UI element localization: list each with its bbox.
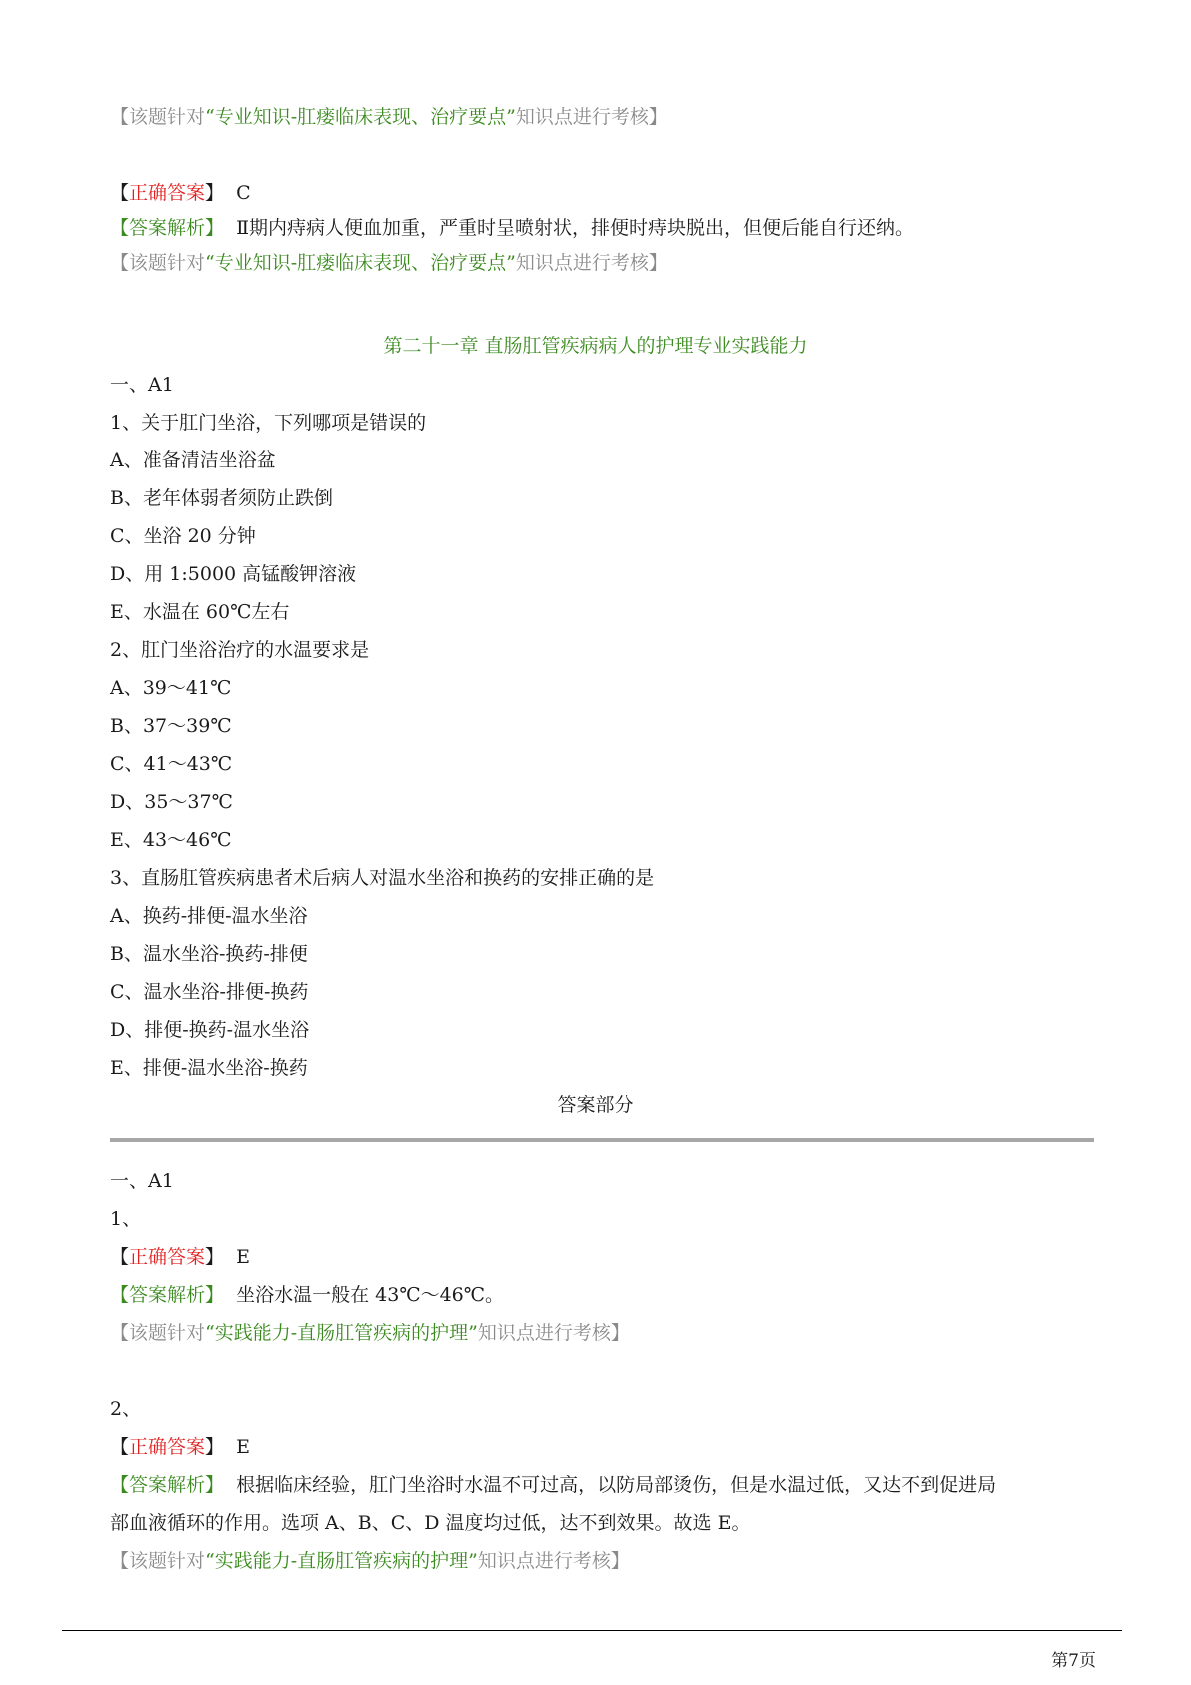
option: C、温水坐浴-排便-换药: [110, 981, 309, 1003]
topic-note: [110, 1320, 630, 1346]
analysis-label: 【答案解析】: [110, 1284, 225, 1306]
option: C、41～43℃: [110, 753, 233, 775]
analysis-label: 【答案解析】: [110, 217, 225, 239]
correct-label: 正确答案: [129, 1246, 206, 1268]
option: B、温水坐浴-换药-排便: [110, 943, 308, 965]
analysis-row: [110, 1282, 504, 1308]
question-stem: 3、直肠肛管疾病患者术后病人对温水坐浴和换药的安排正确的是: [110, 867, 655, 889]
correct-value: E: [236, 1246, 251, 1268]
correct-value: E: [236, 1436, 251, 1458]
analysis-text: 坐浴水温一般在 43℃～46℃。: [236, 1284, 505, 1306]
answer-number: 2、: [110, 1398, 142, 1420]
option: E、43～46℃: [110, 829, 232, 851]
note-topic: “实践能力-直肠肛管疾病的护理”: [205, 1322, 478, 1344]
option: E、排便-温水坐浴-换药: [110, 1057, 308, 1079]
analysis-continuation: 部血液循环的作用。选项 A、B、C、D 温度均过低，达不到效果。故选 E。: [110, 1512, 751, 1534]
note-suffix: 知识点进行考核】: [477, 1322, 630, 1344]
correct-label: 正确答案: [129, 1436, 206, 1458]
divider: [110, 1138, 1094, 1142]
bracket-open: 【: [110, 1436, 130, 1458]
answer-number: 1、: [110, 1208, 142, 1230]
bracket-close: 】: [205, 182, 225, 204]
note-topic: “实践能力-直肠肛管疾病的护理”: [205, 1550, 478, 1572]
option: B、37～39℃: [110, 715, 232, 737]
option: D、35～37℃: [110, 791, 233, 813]
section-heading: 一、A1: [110, 374, 174, 396]
question-stem: 2、肛门坐浴治疗的水温要求是: [110, 639, 370, 661]
option: D、排便-换药-温水坐浴: [110, 1019, 310, 1041]
option: D、用 1:5000 高锰酸钾溶液: [110, 563, 357, 585]
topic-note: [110, 1548, 630, 1574]
correct-answer-row: [110, 180, 251, 206]
analysis-text: Ⅱ期内痔病人便血加重，严重时呈喷射状，排便时痔块脱出，但便后能自行还纳。: [236, 217, 915, 239]
correct-label: 正确答案: [129, 182, 206, 204]
bracket-open: 【: [110, 1246, 130, 1268]
section-heading: 一、A1: [110, 1170, 174, 1192]
topic-note: [110, 250, 668, 276]
chapter-title: 第二十一章 直肠肛管疾病病人的护理专业实践能力: [383, 335, 808, 357]
note-topic: “专业知识-肛瘘临床表现、治疗要点”: [205, 106, 516, 128]
option: B、老年体弱者须防止跌倒: [110, 487, 333, 509]
correct-answer-row: [110, 1434, 250, 1460]
bracket-open: 【: [110, 182, 130, 204]
option: C、坐浴 20 分钟: [110, 525, 256, 547]
note-suffix: 知识点进行考核】: [515, 106, 668, 128]
option: A、换药-排便-温水坐浴: [110, 905, 308, 927]
correct-value: C: [236, 182, 251, 204]
analysis-row: [110, 215, 914, 241]
note-suffix: 知识点进行考核】: [515, 252, 668, 274]
footer-divider: [62, 1630, 1122, 1631]
answers-heading: 答案部分: [557, 1094, 634, 1116]
note-prefix: 【该题针对: [110, 1322, 206, 1344]
analysis-row: [110, 1472, 996, 1498]
bracket-close: 】: [205, 1436, 225, 1458]
note-topic: “专业知识-肛瘘临床表现、治疗要点”: [205, 252, 516, 274]
note-suffix: 知识点进行考核】: [477, 1550, 630, 1572]
question-stem: 1、关于肛门坐浴，下列哪项是错误的: [110, 412, 427, 434]
note-prefix: 【该题针对: [110, 1550, 206, 1572]
correct-answer-row: [110, 1244, 250, 1270]
page-number: 第7页: [1051, 1651, 1096, 1671]
analysis-label: 【答案解析】: [110, 1474, 225, 1496]
option: A、准备清洁坐浴盆: [110, 449, 276, 471]
note-prefix: 【该题针对: [110, 252, 206, 274]
topic-note: [110, 104, 668, 130]
bracket-close: 】: [205, 1246, 225, 1268]
analysis-text: 根据临床经验，肛门坐浴时水温不可过高，以防局部烫伤，但是水温过低，又达不到促进局: [236, 1474, 997, 1496]
option: E、水温在 60℃左右: [110, 601, 290, 623]
option: A、39～41℃: [110, 677, 232, 699]
note-prefix: 【该题针对: [110, 106, 206, 128]
